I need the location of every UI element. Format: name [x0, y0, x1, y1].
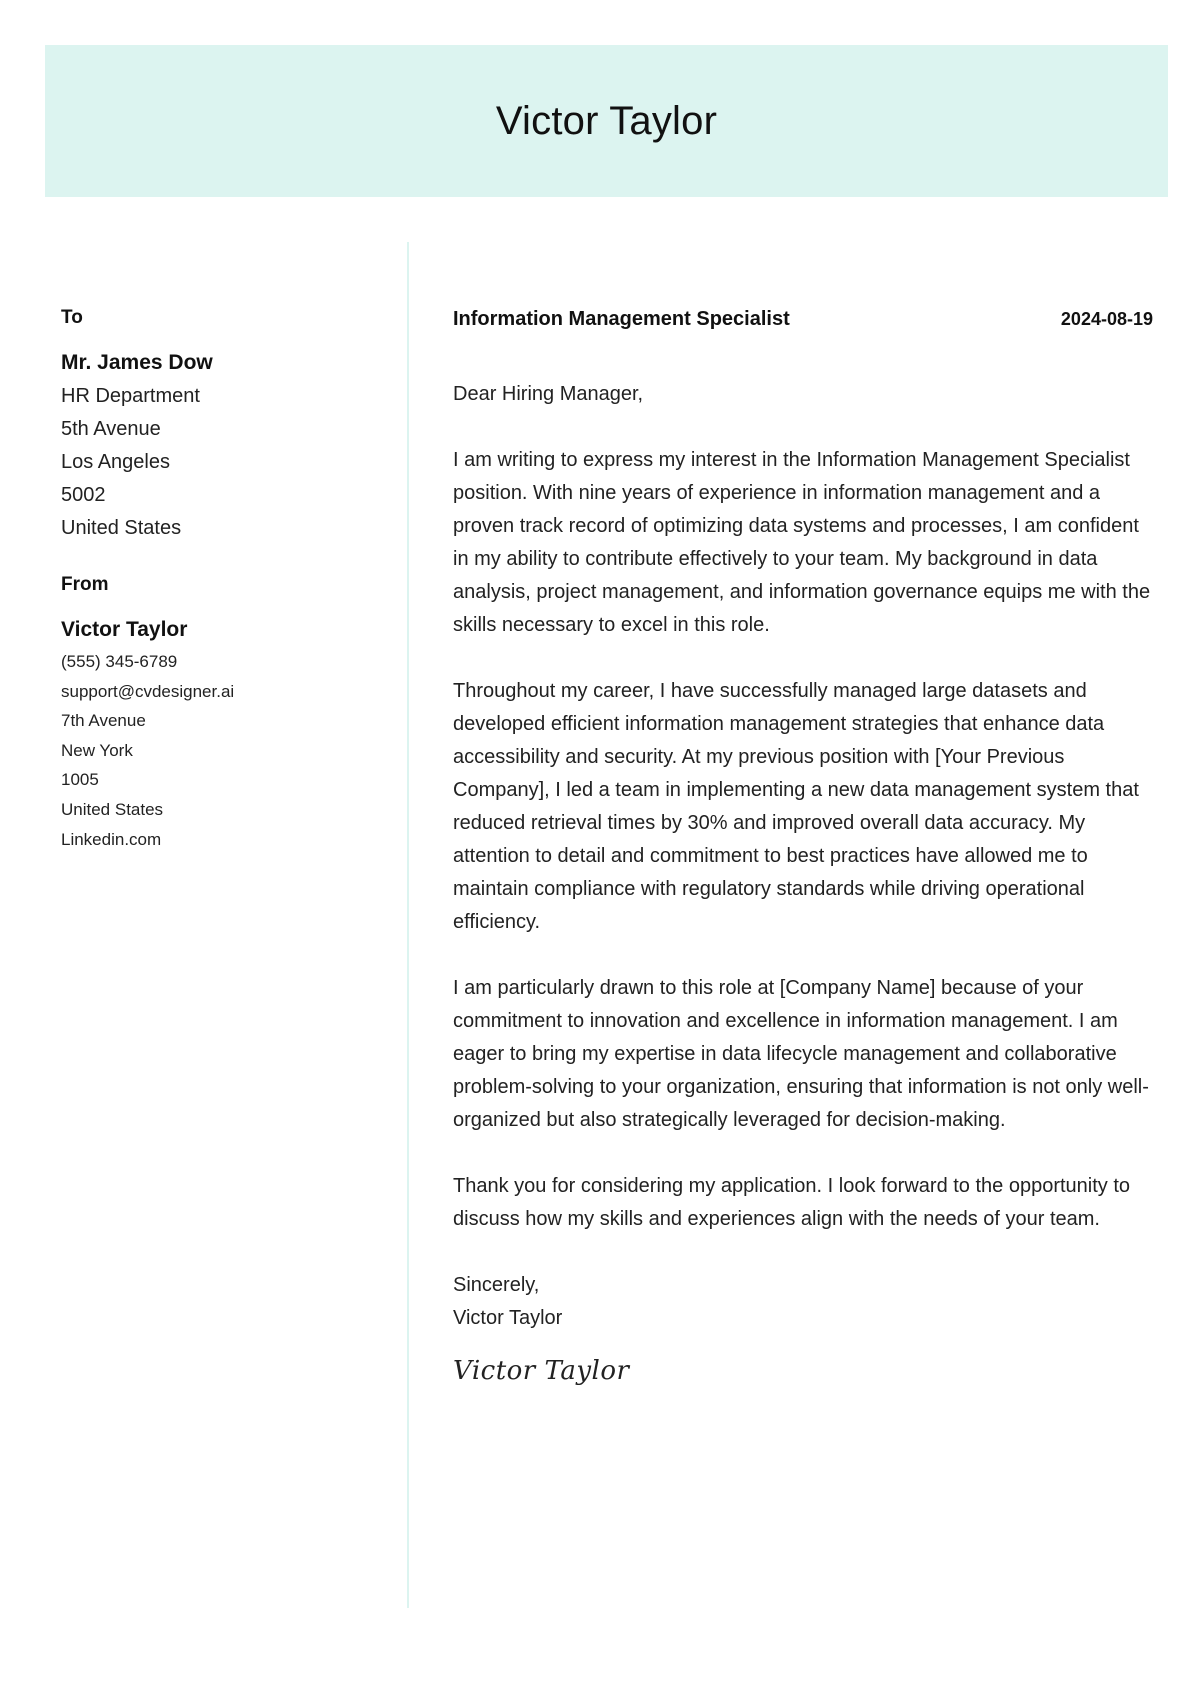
- sender-details: [61, 647, 381, 854]
- job-title: Information Management Specialist: [453, 308, 790, 330]
- sender-email: support@cvdesigner.ai: [61, 681, 235, 701]
- recipient-street: 5th Avenue: [61, 418, 161, 440]
- paragraph: Throughout my career, I have successfully managed large datasets and developed efficient information management strategies that enhance data accessibility and security. At my previous position with [Your Previous Company], I led a team in implementing a new data management system that reduced retrieval times by 30% and improved overall data accuracy. My attention to detail and commitment to best practices have allowed me to maintain compliance with regulatory standards while driving operational efficiency.: [453, 680, 1139, 933]
- paragraph: I am writing to express my interest in the Information Management Specialist position. With nine years of experience in information management and a proven track record of optimizing data systems and processes, I am confident in my ability to contribute effectively to your team. My background in data analysis, project management, and information governance equips me with the skills necessary to excel in this role.: [453, 449, 1151, 636]
- column-divider: [407, 242, 409, 1608]
- recipient-postcode: 5002: [61, 484, 106, 506]
- paragraph: Thank you for considering my application. I look forward to the opportunity to discuss how my skills and experiences align with the needs of your team.: [453, 1175, 1131, 1230]
- from-label: From: [61, 574, 109, 595]
- recipient-department: HR Department: [61, 385, 200, 407]
- sender-city: New York: [61, 740, 133, 760]
- header-banner: [45, 45, 1168, 197]
- closing: Sincerely,: [453, 1274, 540, 1296]
- to-label: To: [61, 307, 83, 328]
- letter-heading-row: [453, 306, 1153, 332]
- sender-name: Victor Taylor: [61, 618, 188, 641]
- letter-body: [453, 378, 1153, 1388]
- recipient-name: Mr. James Dow: [61, 351, 213, 374]
- signature: Victor Taylor: [453, 1356, 630, 1386]
- recipient-address: [61, 380, 381, 545]
- letter-date: 2024-08-19: [1060, 309, 1153, 329]
- recipient-country: United States: [61, 517, 182, 539]
- sender-country: United States: [61, 799, 164, 819]
- sender-street: 7th Avenue: [61, 711, 146, 731]
- paragraph: I am particularly drawn to this role at [Company Name] because of your commitment to innovation and excellence in information management. I am eager to bring my expertise in data lifecycle management and collaborative problem-solving to your organization, ensuring that information is not only well-organized but also strategically leveraged for decision-making.: [453, 977, 1149, 1131]
- sender-linkedin: Linkedin.com: [61, 829, 162, 849]
- sender-postcode: 1005: [61, 770, 99, 790]
- letter-column: [453, 306, 1153, 1388]
- header-name: Victor Taylor: [495, 98, 718, 143]
- address-column: [61, 306, 381, 854]
- recipient-city: Los Angeles: [61, 451, 170, 473]
- closing-name: Victor Taylor: [453, 1307, 563, 1329]
- sender-phone: (555) 345-6789: [61, 652, 178, 671]
- salutation: Dear Hiring Manager,: [453, 383, 644, 405]
